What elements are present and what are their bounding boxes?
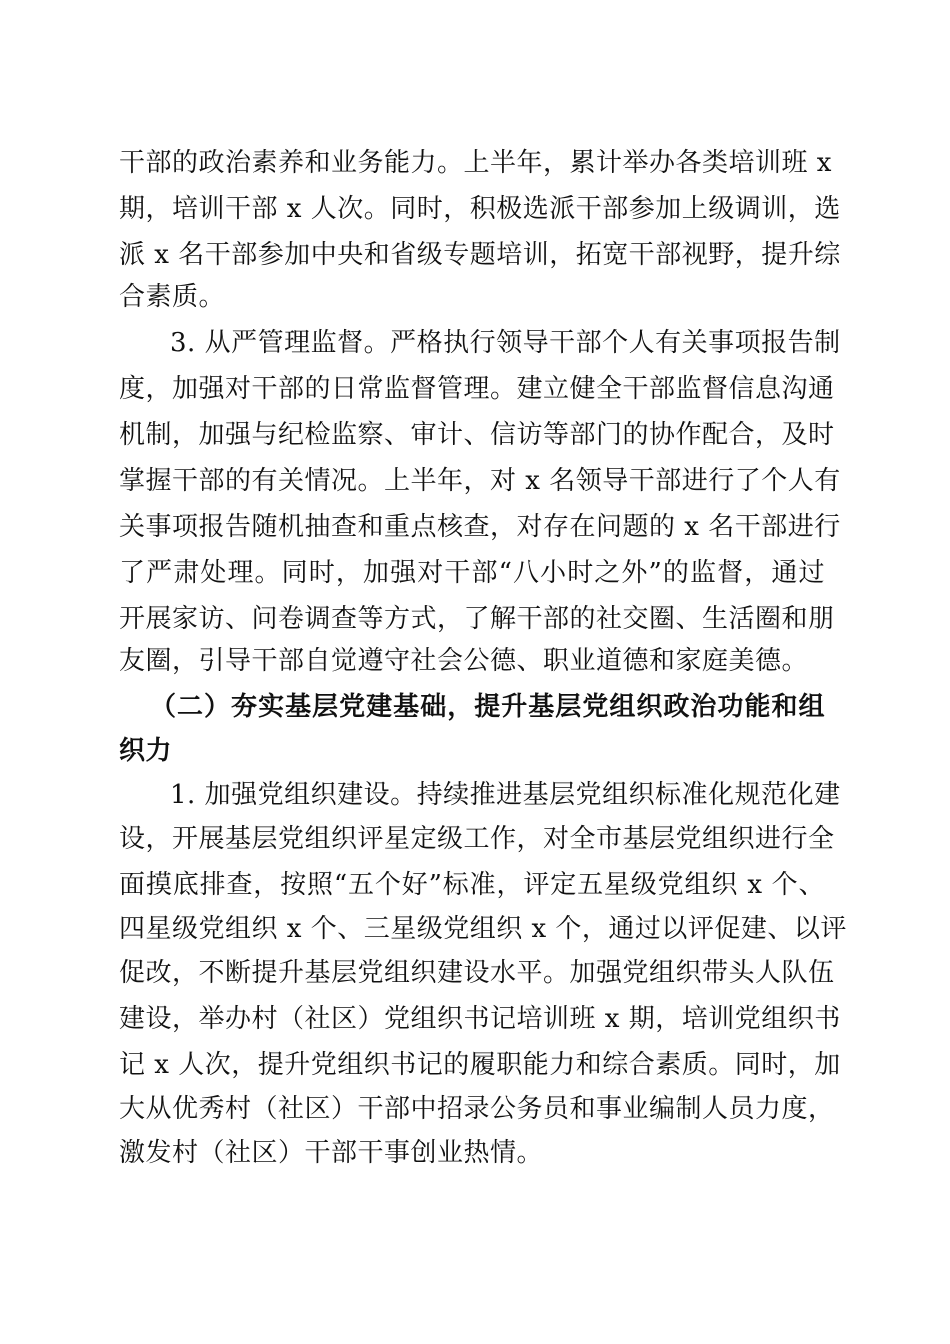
text-line: 掌握干部的有关情况。上半年，对 x 名领导干部进行了个人有 xyxy=(119,466,841,496)
text-line: 期，培训干部 x 人次。同时，积极选派干部参加上级调训，选 xyxy=(119,194,841,224)
text-line: 设，开展基层党组织评星定级工作，对全市基层党组织进行全 xyxy=(119,824,835,854)
text-line: 友圈，引导干部自觉遵守社会公德、职业道德和家庭美德。 xyxy=(119,646,809,676)
section-heading-continued: 织力 xyxy=(119,736,173,766)
text-line: 干部的政治素养和业务能力。上半年，累计举办各类培训班 x xyxy=(119,148,832,178)
text-line: 3. 从严管理监督。严格执行领导干部个人有关事项报告制 xyxy=(170,328,841,358)
text-line: 激发村（社区）干部干事创业热情。 xyxy=(119,1138,544,1168)
text-line: 四星级党组织 x 个、三星级党组织 x 个，通过以评促建、以评 xyxy=(119,914,847,944)
text-line: 建设，举办村（社区）党组织书记培训班 x 期，培训党组织书 xyxy=(119,1004,841,1034)
text-line: 1. 加强党组织建设。持续推进基层党组织标准化规范化建 xyxy=(170,780,841,810)
text-line: 关事项报告随机抽查和重点核查，对存在问题的 x 名干部进行 xyxy=(119,512,841,542)
text-line: 派 x 名干部参加中央和省级专题培训，拓宽干部视野，提升综 xyxy=(119,240,841,270)
text-line: 度，加强对干部的日常监督管理。建立健全干部监督信息沟通 xyxy=(119,374,835,404)
text-line: 了严肃处理。同时，加强对干部“八小时之外”的监督，通过 xyxy=(119,558,825,588)
text-line: 开展家访、问卷调查等方式，了解干部的社交圈、生活圈和朋 xyxy=(119,604,835,634)
text-line: 机制，加强与纪检监察、审计、信访等部门的协作配合，及时 xyxy=(119,420,835,450)
section-heading: （二）夯实基层党建基础，提升基层党组织政治功能和组 xyxy=(150,692,825,722)
text-line: 记 x 人次，提升党组织书记的履职能力和综合素质。同时，加 xyxy=(119,1050,841,1080)
text-line: 面摸底排查，按照“五个好”标准，评定五星级党组织 x 个、 xyxy=(119,870,825,900)
text-line: 促改，不断提升基层党组织建设水平。加强党组织带头人队伍 xyxy=(119,958,835,988)
text-line: 合素质。 xyxy=(119,282,226,312)
text-line: 大从优秀村（社区）干部中招录公务员和事业编制人员力度， xyxy=(119,1094,835,1124)
